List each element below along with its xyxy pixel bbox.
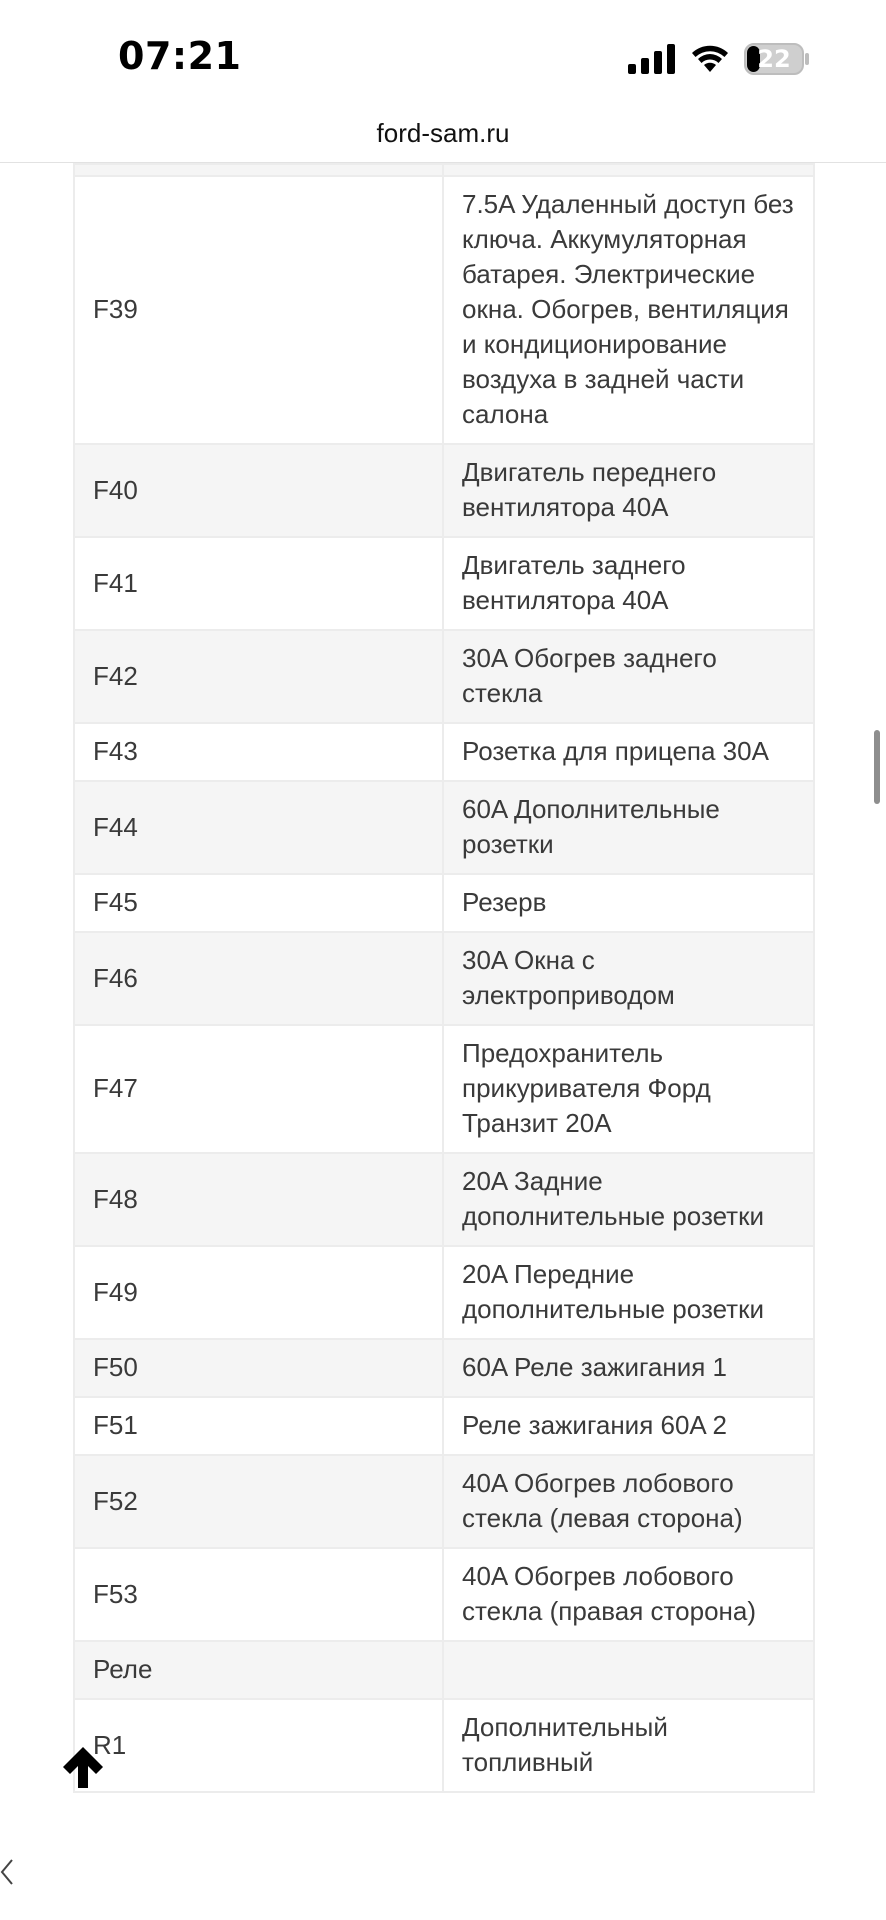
fuse-description-cell: 30A Окна с электроприводом xyxy=(443,932,814,1025)
fuse-description-cell: 7.5A Удаленный доступ без ключа. Аккумуляторная батарея. Электрические окна. Обогрев, вентиляция и кондиционирование воздуха в задней части салона xyxy=(443,176,814,444)
fuse-id-cell xyxy=(74,164,443,176)
wifi-icon xyxy=(690,42,730,74)
table-row xyxy=(74,874,814,932)
fuse-description-cell: 60A Дополнительные розетки xyxy=(443,781,814,874)
fuse-id-cell: F49 xyxy=(74,1246,443,1339)
fuse-id-cell: F39 xyxy=(74,176,443,444)
table-row xyxy=(74,1699,814,1792)
fuse-description-cell xyxy=(443,1641,814,1699)
table-row xyxy=(74,1339,814,1397)
status-bar xyxy=(0,0,886,110)
url-text[interactable]: ford-sam.ru xyxy=(376,118,510,148)
fuse-id-cell: F41 xyxy=(74,537,443,630)
table-row xyxy=(74,1397,814,1455)
fuse-description-cell xyxy=(443,164,814,176)
table-row xyxy=(74,1548,814,1641)
table-row xyxy=(74,723,814,781)
fuse-description-cell: 20A Передние дополнительные розетки xyxy=(443,1246,814,1339)
fuse-id-cell: F44 xyxy=(74,781,443,874)
fuse-id-cell: F50 xyxy=(74,1339,443,1397)
fuse-id-cell: F52 xyxy=(74,1455,443,1548)
fuse-description-cell: 60A Реле зажигания 1 xyxy=(443,1339,814,1397)
chevron-left-icon[interactable] xyxy=(0,1858,14,1886)
table-row xyxy=(74,1246,814,1339)
fuse-description-cell: Дополнительный топливный xyxy=(443,1699,814,1792)
fuse-description-cell: Двигатель заднего вентилятора 40A xyxy=(443,537,814,630)
fuse-description-cell: Двигатель переднего вентилятора 40A xyxy=(443,444,814,537)
fuse-id-cell: F51 xyxy=(74,1397,443,1455)
fuse-description-cell: 30A Обогрев заднего стекла xyxy=(443,630,814,723)
fuse-description-cell: 20A Задние дополнительные розетки xyxy=(443,1153,814,1246)
table-row xyxy=(74,932,814,1025)
fuse-id-cell: F42 xyxy=(74,630,443,723)
fuse-id-cell: Реле xyxy=(74,1641,443,1699)
fuse-table xyxy=(73,163,815,1793)
fuse-id-cell: R1 xyxy=(74,1699,443,1792)
page-content[interactable] xyxy=(0,163,886,1920)
arrow-up-icon[interactable] xyxy=(60,1744,106,1790)
fuse-description-cell: Резерв xyxy=(443,874,814,932)
fuse-description-cell: 40A Обогрев лобового стекла (правая сторона) xyxy=(443,1548,814,1641)
fuse-description-cell: Реле зажигания 60A 2 xyxy=(443,1397,814,1455)
fuse-id-cell: F53 xyxy=(74,1548,443,1641)
fuse-description-cell: Розетка для прицепа 30A xyxy=(443,723,814,781)
table-row xyxy=(74,164,814,176)
fuse-id-cell: F48 xyxy=(74,1153,443,1246)
fuse-id-cell: F43 xyxy=(74,723,443,781)
fuse-description-cell: 40A Обогрев лобового стекла (левая сторона) xyxy=(443,1455,814,1548)
table-row xyxy=(74,630,814,723)
fuse-id-cell: F45 xyxy=(74,874,443,932)
table-row xyxy=(74,1025,814,1153)
scroll-indicator[interactable] xyxy=(874,730,880,804)
table-row xyxy=(74,444,814,537)
table-row xyxy=(74,1153,814,1246)
table-row xyxy=(74,537,814,630)
fuse-id-cell: F46 xyxy=(74,932,443,1025)
status-time: 07:21 xyxy=(118,34,242,78)
battery-level: 22 xyxy=(757,45,791,73)
table-row xyxy=(74,781,814,874)
table-row xyxy=(74,1455,814,1548)
fuse-id-cell: F47 xyxy=(74,1025,443,1153)
table-row xyxy=(74,1641,814,1699)
table-row xyxy=(74,176,814,444)
fuse-description-cell: Предохранитель прикуривателя Форд Транзит 20A xyxy=(443,1025,814,1153)
address-bar[interactable] xyxy=(0,110,886,163)
fuse-id-cell: F40 xyxy=(74,444,443,537)
signal-icon xyxy=(628,44,676,74)
